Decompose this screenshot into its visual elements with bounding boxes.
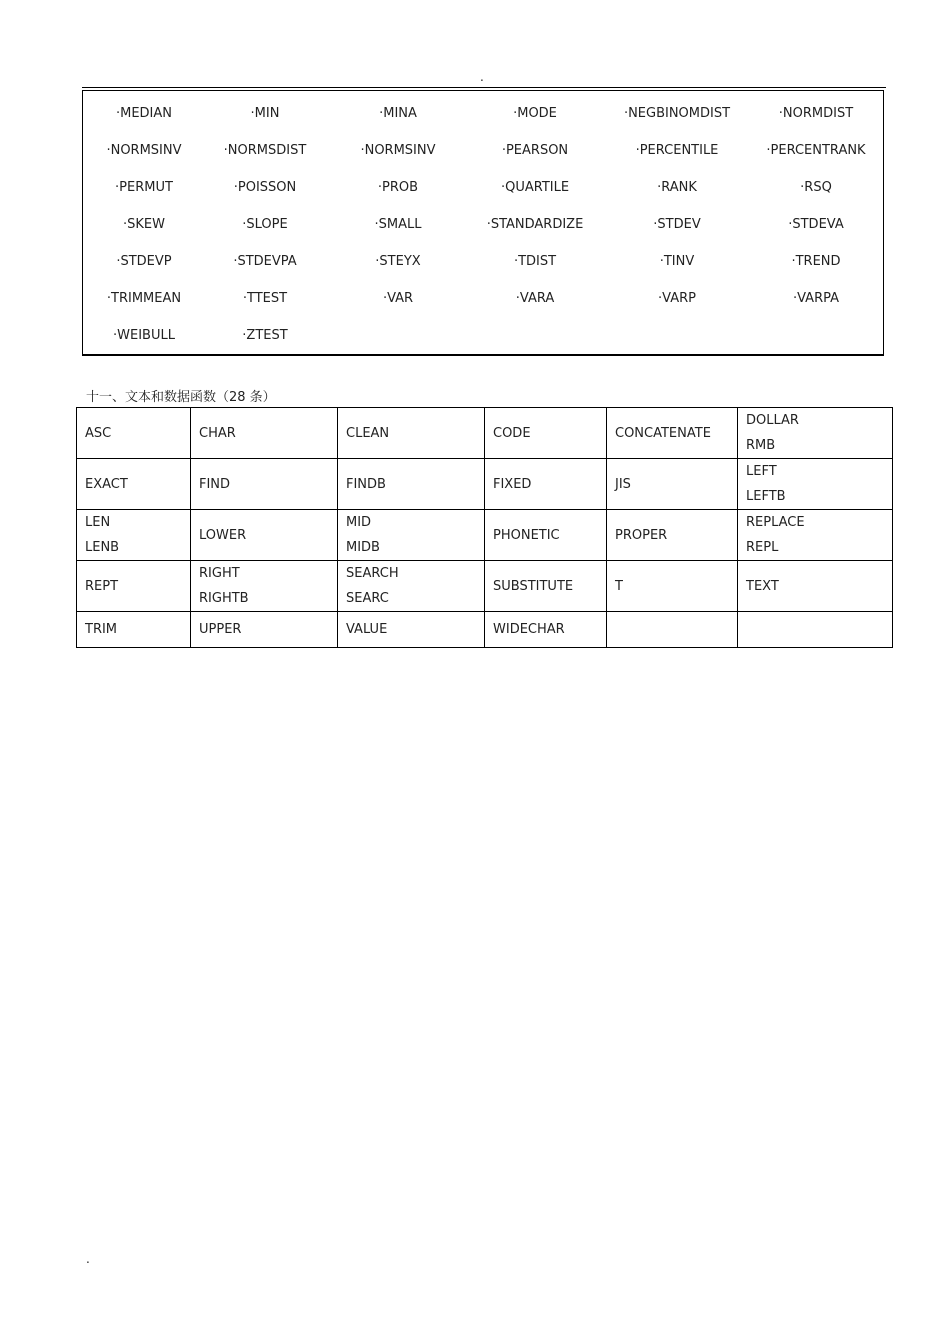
table-cell (607, 612, 738, 648)
function-name: PHONETIC (493, 527, 560, 543)
function-name: SUBSTITUTE (493, 578, 574, 594)
function-name: MIDB (346, 540, 380, 555)
function-name: ·MEDIAN (115, 106, 173, 121)
table-cell (338, 612, 485, 648)
functions-grid-row (83, 252, 883, 272)
function-name: ·WEIBULL (113, 328, 175, 343)
function-name: ·STANDARDIZE (486, 217, 584, 232)
function-name: ·NEGBINOMDIST (623, 106, 731, 121)
function-name: SEARC (346, 591, 389, 606)
function-name: ·NORMSINV (106, 143, 182, 158)
function-name: REPT (85, 578, 119, 594)
function-name: ·STDEV (653, 217, 701, 232)
table-cell (485, 459, 607, 510)
table-cell (77, 561, 191, 612)
table-cell (191, 612, 338, 648)
table-cell (607, 459, 738, 510)
function-name: ·STDEVP (116, 254, 172, 269)
functions-grid-row (83, 326, 883, 346)
statistical-functions-box (82, 90, 884, 356)
table-cell (738, 510, 893, 561)
table-cell (191, 459, 338, 510)
function-name: ·TDIST (513, 254, 557, 269)
function-name: RMB (746, 438, 776, 453)
table-cell (77, 612, 191, 648)
table-cell (738, 408, 893, 459)
function-name: ·STEYX (375, 254, 421, 269)
table-cell (191, 561, 338, 612)
function-name: LENB (85, 540, 120, 555)
function-name: RIGHTB (199, 591, 249, 606)
function-name: LEFTB (746, 489, 786, 504)
table-cell (338, 561, 485, 612)
table-cell (338, 459, 485, 510)
functions-grid-row (83, 178, 883, 198)
function-name: ·NORMDIST (778, 106, 854, 121)
function-name: REPLACE (746, 515, 805, 530)
function-name: ·TINV (659, 254, 695, 269)
section-title: 十一、文本和数据函数（28 条） (86, 390, 276, 405)
table-cell (485, 612, 607, 648)
function-name: ·STDEVA (788, 217, 844, 232)
function-name: FIXED (493, 476, 532, 492)
function-name: EXACT (85, 476, 128, 492)
table-cell (77, 459, 191, 510)
function-name: VALUE (346, 622, 388, 637)
function-name: ·VARA (515, 291, 555, 306)
function-name: PROPER (615, 527, 668, 543)
table-cell (77, 510, 191, 561)
function-name: ·PEARSON (501, 143, 569, 158)
function-name: ·MINA (379, 106, 417, 121)
function-name: JIS (615, 476, 631, 492)
function-name: SEARCH (346, 566, 399, 581)
function-name: ·POISSON (233, 180, 297, 195)
function-name: ·SLOPE (242, 217, 288, 232)
function-name: RIGHT (199, 566, 240, 581)
header-rule (82, 87, 886, 88)
table-cell (338, 510, 485, 561)
table-cell (607, 510, 738, 561)
table-cell (191, 408, 338, 459)
function-name: ·TTEST (242, 291, 288, 306)
function-name: DOLLAR (746, 413, 799, 428)
function-name: ·VARPA (792, 291, 840, 306)
function-name: ·STDEVPA (233, 254, 297, 269)
table-row (77, 612, 893, 648)
function-name: ·MIN (250, 106, 280, 121)
function-name: ·PERCENTILE (635, 143, 719, 158)
table-cell (338, 408, 485, 459)
function-name: LEN (85, 515, 111, 530)
function-name: ·RSQ (800, 180, 832, 195)
table-cell (485, 510, 607, 561)
header-mark: . (480, 70, 484, 84)
function-name: MID (346, 515, 372, 530)
function-name: ·PROB (377, 180, 419, 195)
function-name: FINDB (346, 476, 386, 492)
function-name: ·SMALL (374, 217, 422, 232)
functions-grid-row (83, 104, 883, 124)
functions-grid-row (83, 215, 883, 235)
table-cell (738, 459, 893, 510)
function-name: ·PERMUT (115, 180, 173, 195)
function-name: T (615, 578, 623, 594)
text-functions-table (76, 407, 893, 648)
table-cell (738, 561, 893, 612)
table-row (77, 561, 893, 612)
function-name: REPL (746, 540, 779, 555)
functions-grid-row (83, 141, 883, 161)
function-name: ·VARP (658, 291, 696, 306)
function-name: LEFT (746, 464, 777, 479)
function-name: ·TRIMMEAN (106, 291, 182, 306)
function-name: ·NORMSINV (360, 143, 436, 158)
function-name: ·ZTEST (242, 328, 288, 343)
function-name: ·VAR (382, 291, 414, 306)
table-row (77, 510, 893, 561)
function-name: UPPER (199, 622, 242, 637)
table-cell (191, 510, 338, 561)
function-name: CLEAN (346, 425, 390, 441)
table-cell (738, 612, 893, 648)
function-name: ·RANK (657, 180, 697, 195)
table-cell (607, 408, 738, 459)
table-row (77, 408, 893, 459)
footer-mark: . (86, 1252, 90, 1266)
function-name: ASC (85, 425, 112, 441)
function-name: CONCATENATE (615, 425, 711, 441)
function-name: ·SKEW (123, 217, 165, 232)
functions-grid-row (83, 289, 883, 309)
function-name: CODE (493, 425, 531, 441)
function-name: ·NORMSDIST (223, 143, 307, 158)
function-name: TEXT (746, 578, 779, 594)
function-name: ·PERCENTRANK (766, 143, 866, 158)
function-name: TRIM (85, 622, 118, 637)
function-name: ·TREND (791, 254, 841, 269)
function-name: WIDECHAR (493, 622, 565, 637)
table-cell (77, 408, 191, 459)
function-name: LOWER (199, 527, 247, 543)
table-row (77, 459, 893, 510)
table-cell (485, 408, 607, 459)
function-name: ·QUARTILE (500, 180, 570, 195)
function-name: ·MODE (513, 106, 557, 121)
table-cell (485, 561, 607, 612)
function-name: FIND (199, 476, 231, 492)
table-cell (607, 561, 738, 612)
function-name: CHAR (199, 425, 236, 441)
